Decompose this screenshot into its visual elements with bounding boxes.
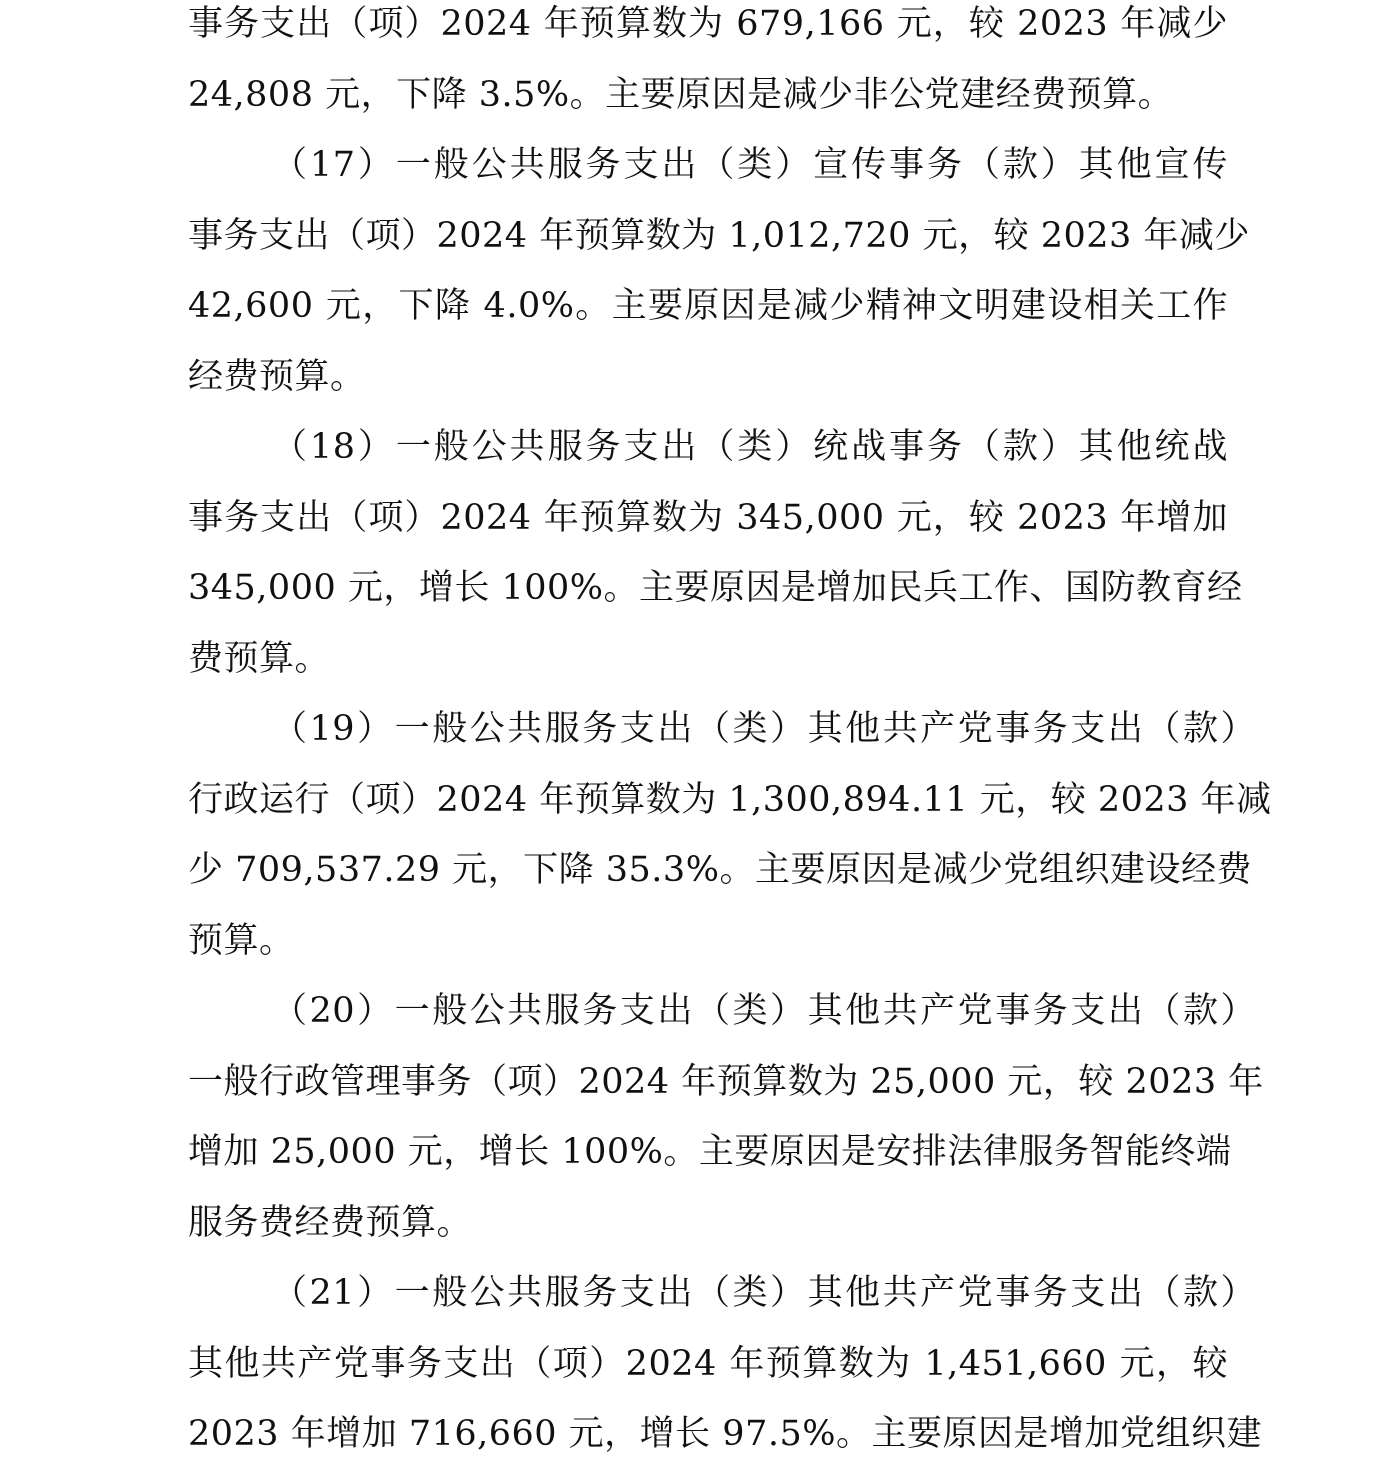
paragraph-17-heading: （17）一般公共服务支出（类）宣传事务（款）其他宣传 (272, 145, 1228, 185)
text-line: 预算。 (188, 921, 295, 961)
text-line: 2023 年增加 716,660 元，增长 97.5%。主要原因是增加党组织建 (188, 1414, 1262, 1454)
text-line: 事务支出（项）2024 年预算数为 1,012,720 元，较 2023 年减少 (188, 216, 1250, 256)
text-line: 42,600 元，下降 4.0%。主要原因是减少精神文明建设相关工作 (188, 286, 1228, 326)
text-line: 行政运行（项）2024 年预算数为 1,300,894.11 元，较 2023 年减 (188, 780, 1272, 820)
paragraph-19-heading: （19）一般公共服务支出（类）其他共产党事务支出（款） (272, 709, 1256, 749)
text-line: 345,000 元，增长 100%。主要原因是增加民兵工作、国防教育经 (188, 568, 1243, 608)
text-line: 其他共产党事务支出（项）2024 年预算数为 1,451,660 元，较 (188, 1344, 1228, 1384)
text-line: 事务支出（项）2024 年预算数为 679,166 元，较 2023 年减少 (188, 4, 1228, 44)
text-line: 事务支出（项）2024 年预算数为 345,000 元，较 2023 年增加 (188, 498, 1228, 538)
text-line: 费预算。 (188, 639, 331, 679)
paragraph-20-heading: （20）一般公共服务支出（类）其他共产党事务支出（款） (272, 991, 1256, 1031)
text-line: 增加 25,000 元，增长 100%。主要原因是安排法律服务智能终端 (188, 1132, 1232, 1172)
text-line: 24,808 元，下降 3.5%。主要原因是减少非公党建经费预算。 (188, 75, 1174, 115)
text-line: 服务费经费预算。 (188, 1203, 473, 1243)
paragraph-18-heading: （18）一般公共服务支出（类）统战事务（款）其他统战 (272, 427, 1228, 467)
text-line: 经费预算。 (188, 357, 366, 397)
text-line: 少 709,537.29 元，下降 35.3%。主要原因是减少党组织建设经费 (188, 850, 1252, 890)
paragraph-21-heading: （21）一般公共服务支出（类）其他共产党事务支出（款） (272, 1273, 1256, 1313)
text-line: 一般行政管理事务（项）2024 年预算数为 25,000 元，较 2023 年 (188, 1062, 1264, 1102)
